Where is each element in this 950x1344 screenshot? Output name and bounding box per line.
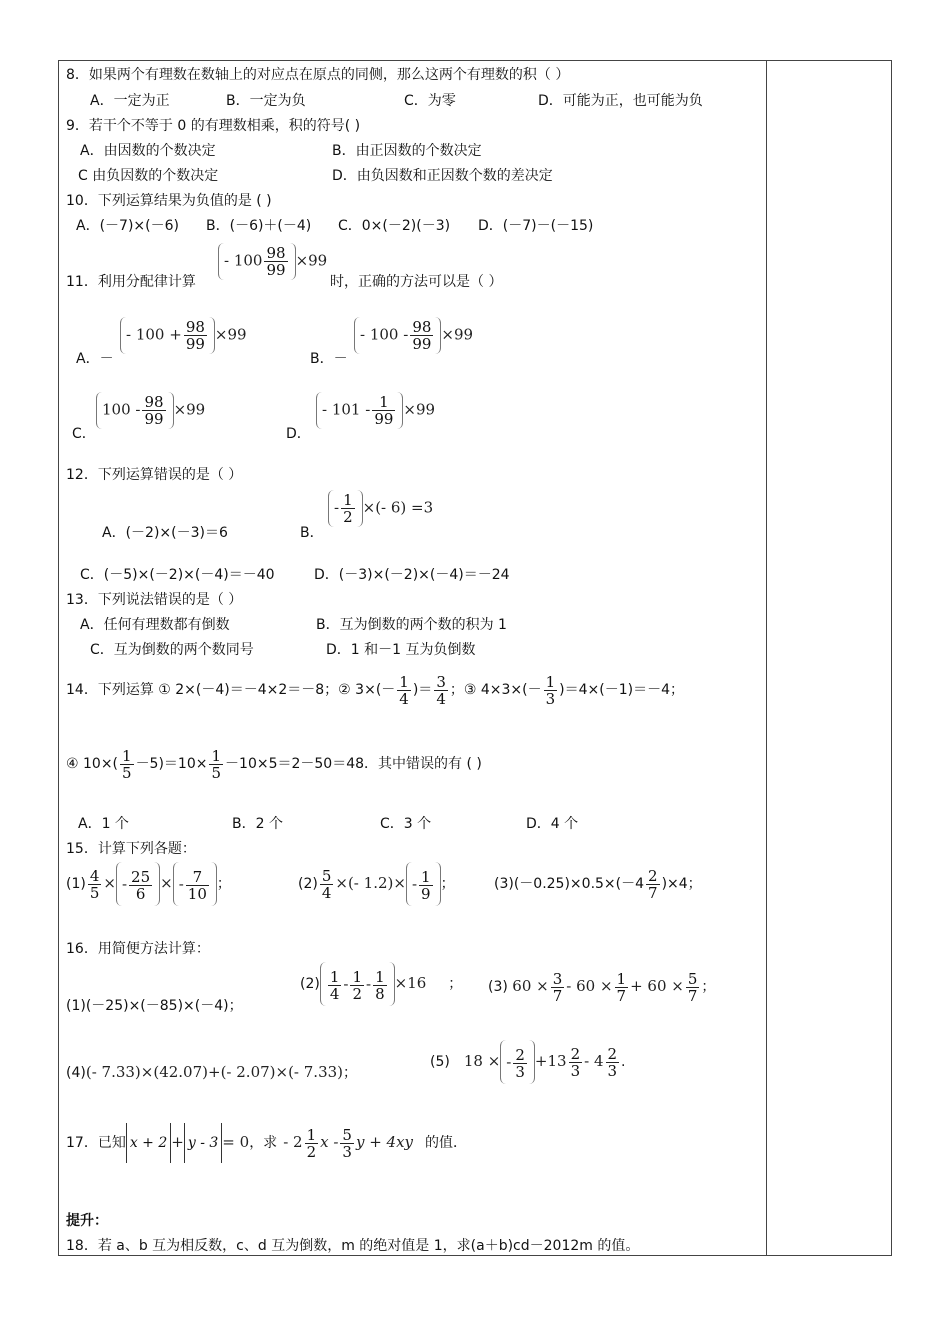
section-tisheng: 提升： xyxy=(66,1213,108,1229)
q9-option-c: C 由负因数的个数决定 xyxy=(78,168,219,184)
q12-option-c: C．(－5)×(－2)×(－4)＝－40 xyxy=(80,567,275,583)
q16-part-5: (5) 18 × - $\frac{2}{3}$ +13 $\frac{2}{3}$ - 4 $\frac{2}{3}$ . xyxy=(430,1040,626,1084)
q16-part-1: (1)(－25)×(－85)×(－4)； xyxy=(66,998,243,1014)
q11-expression: - 100 $\frac{98}{99}$ ×99 xyxy=(218,243,327,280)
q9-stem: 9．若干个不等于 0 的有理数相乘，积的符号( ) xyxy=(66,118,361,134)
q13-option-c: C．互为倒数的两个数同号 xyxy=(90,642,254,658)
q11-stem-post: 时，正确的方法可以是（ ） xyxy=(330,274,503,290)
q10-stem: 10．下列运算结果为负值的是 ( ) xyxy=(66,193,272,209)
q12-option-b-label: B． xyxy=(300,525,324,541)
q12-option-b-expr: - $\frac{1}{2}$ ×(- 6) =3 xyxy=(328,490,433,527)
q11-option-c-expr: 100 - $\frac{98}{99}$ ×99 xyxy=(96,392,205,429)
q8-option-d: D．可能为正，也可能为负 xyxy=(538,93,703,109)
q8-option-b: B．一定为负 xyxy=(226,93,306,109)
q15-stem: 15．计算下列各题： xyxy=(66,841,196,857)
q15-part-1: (1) $\frac{4}{5}$ × - $\frac{25}{6}$ × - $\frac{7}{10}$ ； xyxy=(66,862,231,906)
q11-option-b-expr: - 100 - $\frac{98}{99}$ ×99 xyxy=(354,317,473,354)
q9-option-a: A．由因数的个数决定 xyxy=(80,143,216,159)
q11-option-a-label: A．－ xyxy=(76,351,114,367)
q8-stem: 8．如果两个有理数在数轴上的对应点在原点的同侧，那么这两个有理数的积（ ） xyxy=(66,67,570,83)
q10-option-c: C．0×(－2)(－3) xyxy=(338,218,451,234)
q14-line-1: 14．下列运算 ① 2×(－4)＝－4×2＝－8；② 3×(－ $\frac{1}{4}$ )＝ $\frac{3}{4}$ ；③ 4×3×(－ $\frac{1}{3}$ )＝4×(－1)＝－4； xyxy=(66,672,684,708)
q15-part-2: (2) $\frac{5}{4}$ ×(- 1.2)× - $\frac{1}{9}$ ； xyxy=(298,862,455,906)
q8-option-c: C．为零 xyxy=(404,93,456,109)
q16-part-4: (4)(- 7.33)×(42.07)+(- 2.07)×(- 7.33)； xyxy=(66,1063,358,1081)
q12-stem: 12．下列运算错误的是（ ） xyxy=(66,467,243,483)
q17-line: 17．已知 x + 2 + y - 3 = 0，求 - 2 $\frac{1}{2}$ x - $\frac{5}{3}$ y + 4xy 的值． xyxy=(66,1122,467,1163)
q11-option-a-expr: - 100 + $\frac{98}{99}$ ×99 xyxy=(120,317,247,354)
q9-option-b: B．由正因数的个数决定 xyxy=(332,143,482,159)
q13-stem: 13．下列说法错误的是（ ） xyxy=(66,592,243,608)
q10-option-b: B．(－6)＋(－4) xyxy=(206,218,312,234)
q13-option-d: D．1 和－1 互为负倒数 xyxy=(326,642,476,658)
q14-option-b: B．2 个 xyxy=(232,816,283,832)
q13-option-b: B．互为倒数的两个数的积为 1 xyxy=(316,617,507,633)
q14-option-c: C．3 个 xyxy=(380,816,432,832)
q12-option-a: A．(－2)×(－3)＝6 xyxy=(102,525,228,541)
q14-option-d: D．4 个 xyxy=(526,816,579,832)
q16-stem: 16．用简便方法计算： xyxy=(66,941,210,957)
q11-option-c-label: C． xyxy=(72,426,96,442)
q18-stem: 18．若 a、b 互为相反数，c、d 互为倒数，m 的绝对值是 1，求(a＋b)cd－2012m 的值。 xyxy=(66,1238,640,1254)
column-divider xyxy=(766,60,767,1256)
q11-stem-pre: 11．利用分配律计算 xyxy=(66,274,196,290)
q16-part-2: (2) $\frac{1}{4}$ - $\frac{1}{2}$ - $\frac{1}{8}$ ×16 ； xyxy=(300,962,462,1006)
q14-line-2: ④ 10×( $\frac{1}{5}$ －5)＝10× $\frac{1}{5}$ －10×5＝2－50＝48．其中错误的有 ( ) xyxy=(66,746,482,782)
q9-option-d: D．由负因数和正因数个数的差决定 xyxy=(332,168,553,184)
q10-option-a: A．(－7)×(－6) xyxy=(76,218,179,234)
q13-option-a: A．任何有理数都有倒数 xyxy=(80,617,230,633)
q15-part-3: (3)(－0.25)×0.5×(－4 $\frac{2}{7}$ )×4； xyxy=(494,866,702,902)
q11-option-d-expr: - 101 - $\frac{1}{99}$ ×99 xyxy=(316,392,435,429)
q10-option-d: D．(－7)－(－15) xyxy=(478,218,594,234)
q11-option-b-label: B．－ xyxy=(310,351,348,367)
q14-option-a: A．1 个 xyxy=(78,816,129,832)
q12-option-d: D．(－3)×(－2)×(－4)＝－24 xyxy=(314,567,510,583)
q16-part-3: (3) 60 × $\frac{3}{7}$ - 60 × $\frac{1}{7}$ + 60 × $\frac{5}{7}$ ； xyxy=(488,969,716,1005)
q8-option-a: A．一定为正 xyxy=(90,93,170,109)
q11-option-d-label: D． xyxy=(286,426,311,442)
